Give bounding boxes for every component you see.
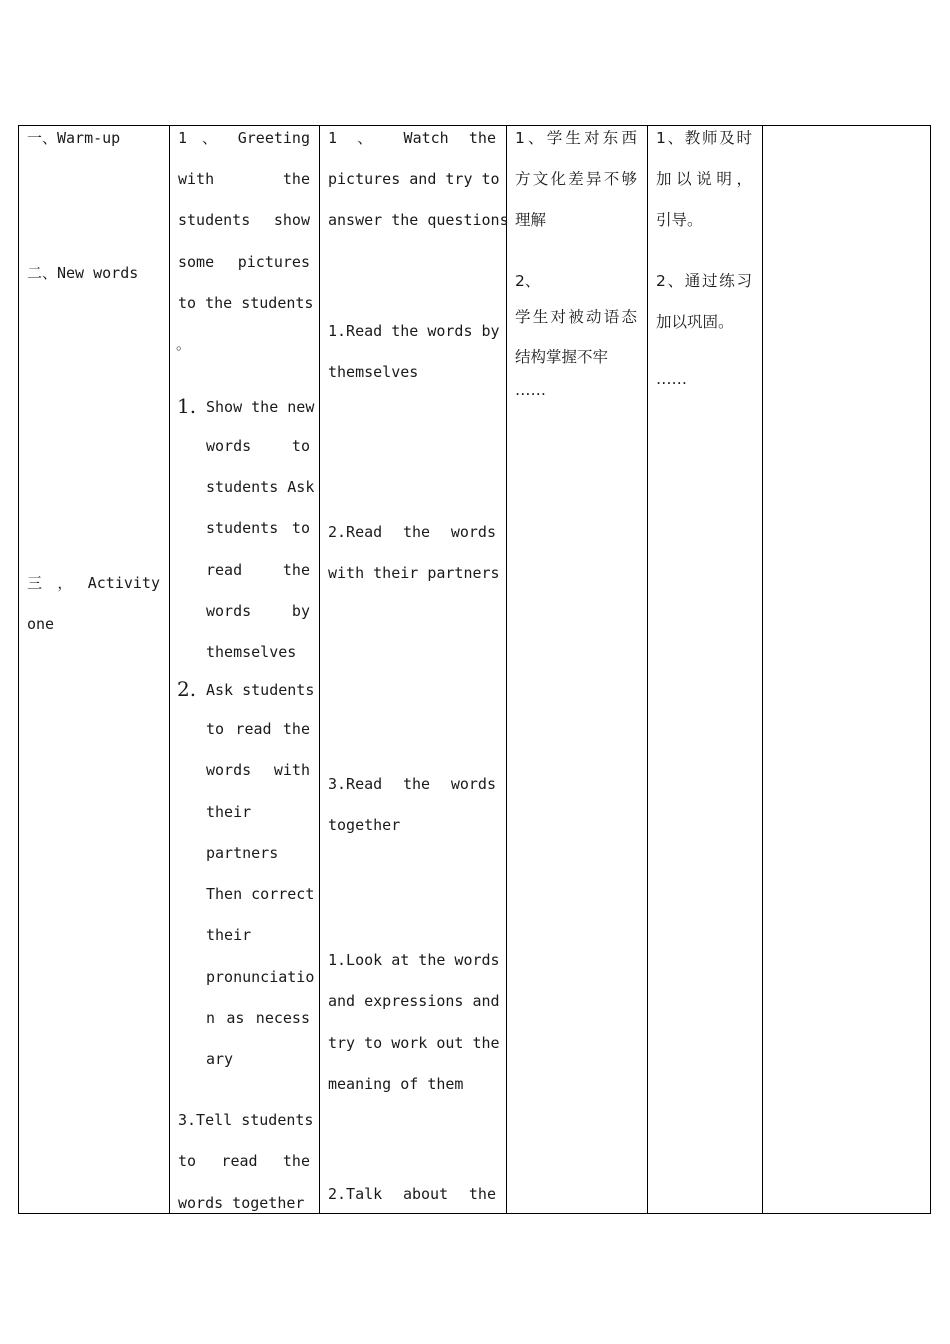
teacher-line: 1 、 Greeting [178,129,310,147]
list-number: 1. [177,394,197,418]
student-line: 2.Talk about the [328,1185,496,1203]
column-divider [319,126,320,1213]
student-line: 2.Read the words [328,523,496,541]
teacher-line: 3.Tell students [178,1111,314,1129]
teacher-line: n as necess [206,1009,310,1027]
teacher-line: with the [178,170,310,188]
student-line: together [328,816,401,834]
column-divider [169,126,170,1213]
stage-new-words: 二、New words [27,264,139,282]
teacher-line: words with [206,761,310,779]
teacher-line: words to [206,437,310,455]
strategy-ellipsis: …… [656,370,687,388]
teacher-line: their [206,926,252,944]
student-line: and expressions and [328,992,500,1010]
strategy-line: 2、通过练习 [656,272,752,290]
teacher-line: ary [206,1050,234,1068]
difficulty-line: 1、学生对东西 [515,129,637,147]
strategy-line: 加以巩固。 [656,313,734,331]
stage-activity-one-cont: one [27,615,55,633]
teacher-line: Show the new [206,398,315,416]
list-number: 2. [177,677,197,701]
stage-activity-one: 三 ， Activity [27,574,160,592]
student-line: pictures and try to [328,170,500,188]
teacher-line: to read the [178,1152,310,1170]
teacher-line: Then correct [206,885,315,903]
teacher-line: Ask students [206,681,315,699]
student-line: with their partners [328,564,500,582]
column-divider [506,126,507,1213]
student-line: 1.Read the words by [328,322,500,340]
column-divider [762,126,763,1213]
teacher-line: students to [206,519,310,537]
strategy-line: 加以说明， [656,170,752,188]
difficulty-line: 2、 [515,272,541,290]
teacher-line: read the [206,561,310,579]
student-line: answer the questions [328,211,509,229]
teacher-line: their [206,803,252,821]
strategy-line: 引导。 [656,211,703,229]
student-line: meaning of them [328,1075,464,1093]
difficulty-line: 方文化差异不够 [515,170,637,188]
student-line: try to work out the [328,1034,500,1052]
student-line: themselves [328,363,419,381]
student-line: 1 、 Watch the [328,129,496,147]
stage-warm-up: 一、Warm-up [27,129,121,147]
difficulty-line: 结构掌握不牢 [515,348,609,366]
teacher-line: themselves [206,643,297,661]
difficulty-ellipsis: …… [515,381,546,399]
teacher-line: to read the [206,720,310,738]
column-divider [647,126,648,1213]
difficulty-line: 学生对被动语态 [515,308,637,326]
teacher-line: words together [178,1194,305,1212]
teacher-line: pronunciatio [206,968,315,986]
student-line: 3.Read the words [328,775,496,793]
teacher-line: students show [178,211,310,229]
strategy-line: 1、教师及时 [656,129,752,147]
teacher-line: to the students [178,294,314,312]
teacher-line: some pictures [178,253,310,271]
difficulty-line: 理解 [515,211,547,229]
teacher-line: 。 [176,335,192,353]
teacher-line: words by [206,602,310,620]
teacher-line: students Ask [206,478,315,496]
teacher-line: partners [206,844,279,862]
student-line: 1.Look at the words [328,951,500,969]
